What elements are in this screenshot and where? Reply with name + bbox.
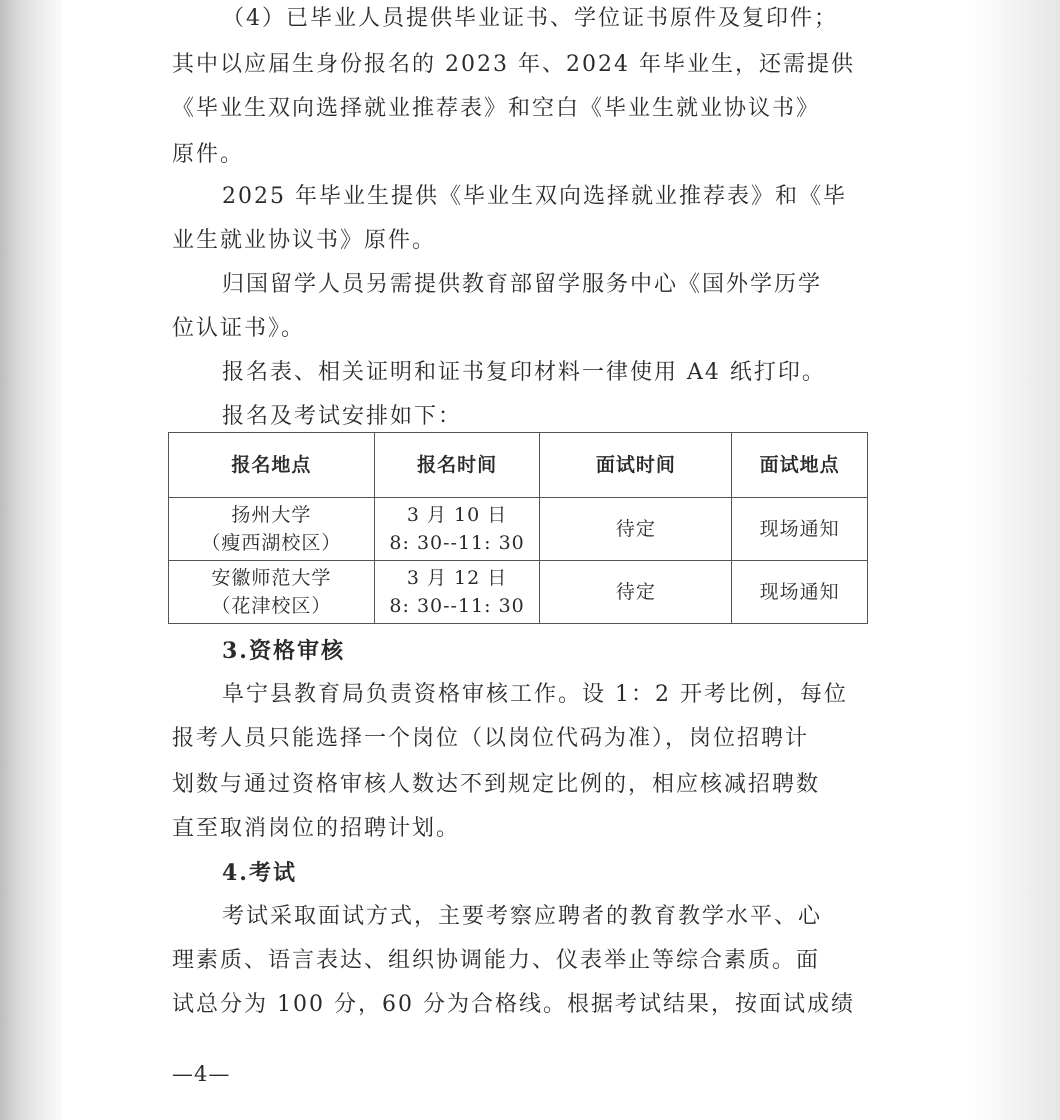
paragraph-line: 报考人员只能选择一个岗位（以岗位代码为准），岗位招聘计 [172,726,810,751]
section-heading: 3.资格审核 [222,638,345,664]
header-cell: 面试地点 [732,433,868,498]
table-row [169,498,868,561]
scan-left-shadow [0,0,62,1120]
paragraph-line: 《毕业生双向选择就业推荐表》和空白《毕业生就业协议书》 [172,96,821,121]
registration-place-cell [169,498,375,561]
registration-date: 3 月 10 日 [406,504,508,526]
interview-place-cell: 现场通知 [732,498,868,561]
table-header-row [169,433,868,498]
table-row [169,561,868,624]
registration-hours: 8: 30--11: 30 [389,595,525,617]
campus-name: （花津校区） [211,595,332,617]
place-name: 安徽师范大学 [211,567,332,589]
paragraph-line: 试总分为 100 分，60 分为合格线。根据考试结果，按面试成绩 [172,992,855,1017]
registration-place-cell [169,561,375,624]
paragraph-line: 直至取消岗位的招聘计划。 [172,816,461,841]
paragraph-line: 归国留学人员另需提供教育部留学服务中心《国外学历学 [222,272,823,297]
interview-time-cell: 待定 [540,498,732,561]
header-cell: 报名地点 [169,433,375,498]
section-heading: 4.考试 [222,860,297,886]
interview-place-cell: 现场通知 [732,561,868,624]
paragraph-line: 报名及考试安排如下： [222,404,463,429]
place-name: 扬州大学 [231,504,312,526]
schedule-table [168,432,868,624]
document-page [62,0,992,1120]
registration-time-cell [374,498,540,561]
page-number: —4— [172,1062,231,1086]
paragraph-line: 阜宁县教育局负责资格审核工作。设 1：2 开考比例，每位 [222,682,848,707]
registration-hours: 8: 30--11: 30 [389,532,525,554]
campus-name: （瘦西湖校区） [201,532,342,554]
paragraph-line: 报名表、相关证明和证书复印材料一律使用 A4 纸打印。 [222,360,826,385]
paragraph-line: （4）已毕业人员提供毕业证书、学位证书原件及复印件； [222,6,838,31]
registration-date: 3 月 12 日 [406,567,508,589]
registration-time-cell [374,561,540,624]
paragraph-line: 原件。 [172,142,245,167]
interview-time-cell: 待定 [540,561,732,624]
paragraph-line: 业生就业协议书》原件。 [172,228,437,253]
paragraph-line: 理素质、语言表达、组织协调能力、仪表举止等综合素质。面 [172,948,821,973]
paragraph-line: 划数与通过资格审核人数达不到规定比例的，相应核减招聘数 [172,772,821,797]
paragraph-line: 2025 年毕业生提供《毕业生双向选择就业推荐表》和《毕 [222,184,847,209]
paragraph-line: 其中以应届生身份报名的 2023 年、2024 年毕业生，还需提供 [172,52,855,77]
paragraph-line: 位认证书》。 [172,316,306,341]
paragraph-line: 考试采取面试方式，主要考察应聘者的教育教学水平、心 [222,904,823,929]
header-cell: 报名时间 [374,433,540,498]
header-cell: 面试时间 [540,433,732,498]
